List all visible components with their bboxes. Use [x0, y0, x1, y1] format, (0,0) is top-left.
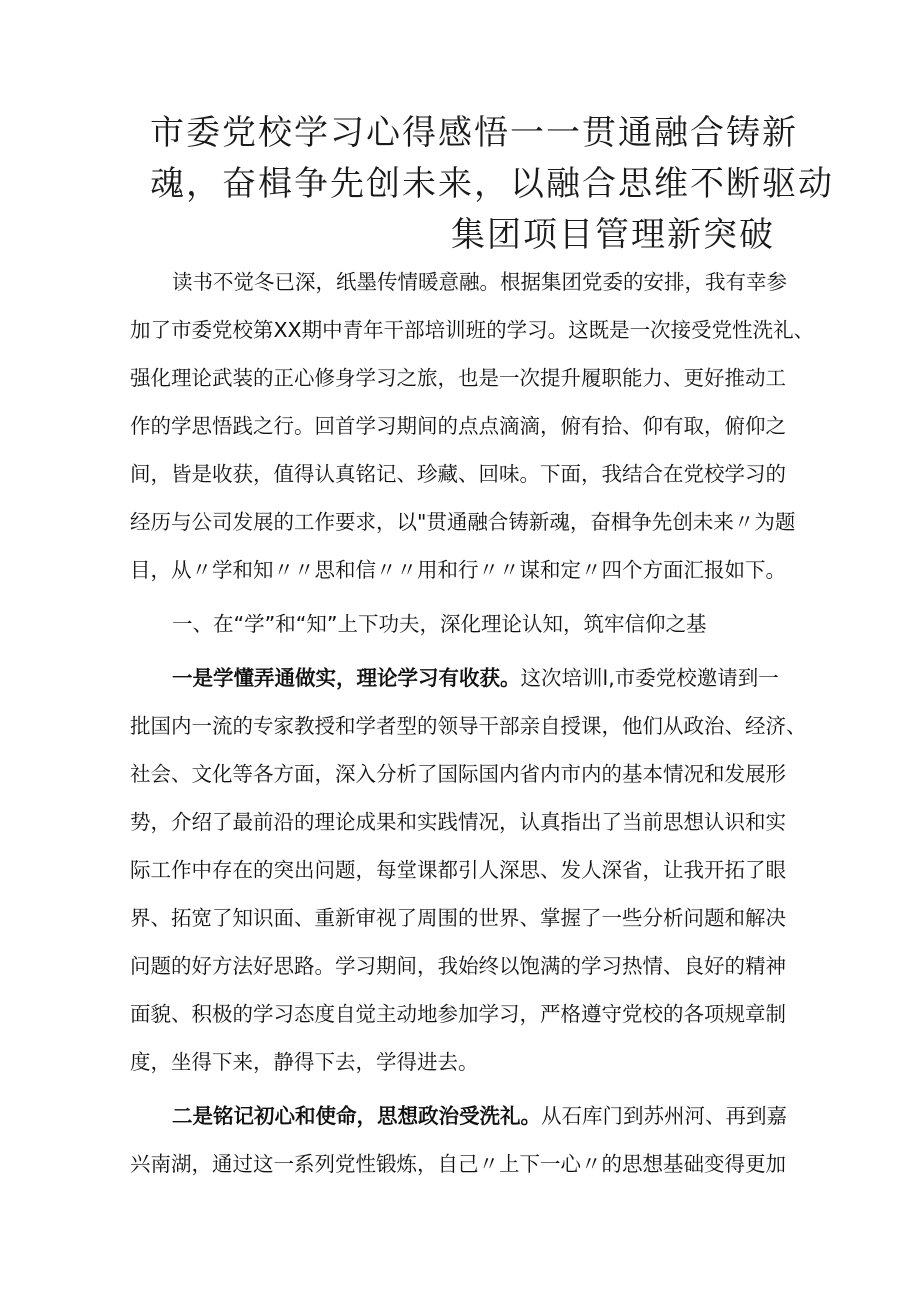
paragraph-2-first-line [130, 1092, 787, 1140]
paragraph-1-line-5: 际工作中存在的突出问题，每堂课都引人深思、发人深省，让我开拓了眼 [130, 858, 786, 882]
intro-line-2: 加了市委党校第XX期中青年干部培训班的学习。这既是一次接受党性洗礼、 [130, 318, 815, 342]
title-line-2: 魂，奋楫争先创未来，以融合思维不断驱动 [150, 164, 834, 204]
intro-line-7: 目，从〃学和知〃〃思和信〃〃用和行〃〃谋和定〃四个方面汇报如下。 [130, 558, 786, 582]
intro-line-3: 强化理论武装的正心修身学习之旅，也是一次提升履职能力、更好推动工 [130, 366, 786, 390]
title-line-1: 市委党校学习心得感悟一一贯通融合铸新 [150, 113, 798, 153]
document-title [150, 108, 834, 261]
paragraph-1-line-4: 势，介绍了最前沿的理论成果和实践情况，认真指出了当前思想认识和实 [130, 810, 786, 834]
intro-line-1: 读书不觉冬已深，纸墨传情暖意融。根据集团党委的安排，我有幸参 [172, 270, 787, 294]
intro-line-4: 作的学思悟践之行。回首学习期间的点点滴滴，俯有拾、仰有取，俯仰之 [130, 414, 786, 438]
paragraph-2 [130, 1092, 787, 1188]
paragraph-1-lead: 一是学懂弄通做实，理论学习有收获。 [172, 666, 521, 690]
paragraph-1-first-line [130, 654, 779, 702]
intro-line-6: 经历与公司发展的工作要求，以"贯通融合铸新魂，奋楫争先创未来〃为题 [130, 510, 796, 534]
paragraph-2-lead: 二是铭记初心和使命，思想政治受洗礼。 [172, 1104, 541, 1128]
paragraph-2-line-2: 兴南湖，通过这一系列党性锻炼，自己〃上下一心〃的思想基础变得更加 [130, 1152, 786, 1176]
document-body [130, 258, 815, 1188]
paragraph-1-line-3: 社会、文化等各方面，深入分析了国际国内省内市内的基本情况和发展形 [130, 762, 786, 786]
title-line-3: 集团项目管理新突破 [451, 215, 775, 255]
intro-paragraph [130, 258, 815, 594]
paragraph-1-first-rest: 这次培训l,市委党校邀请到一 [520, 666, 779, 690]
intro-line-5: 间，皆是收获，值得认真铭记、珍藏、回味。下面，我结合在党校学习的 [130, 462, 786, 486]
paragraph-1-line-2: 批国内一流的专家教授和学者型的领导干部亲自授课，他们从政治、经济、 [130, 714, 807, 738]
section-heading-1: 一、在“学”和“知”上下功夫，深化理论认知，筑牢信仰之基 [172, 612, 707, 636]
paragraph-1-line-6: 界、拓宽了知识面、重新审视了周围的世界、掌握了一些分析问题和解决 [130, 906, 786, 930]
paragraph-1-line-9: 度，坐得下来，静得下去，学得进去。 [130, 1050, 479, 1074]
paragraph-2-first-rest: 从石库门到苏州河、再到嘉 [541, 1104, 787, 1128]
paragraph-1 [130, 654, 807, 1086]
paragraph-1-line-8: 面貌、积极的学习态度自觉主动地参加学习，严格遵守党校的各项规章制 [130, 1002, 786, 1026]
paragraph-1-line-7: 问题的好方法好思路。学习期间，我始终以饱满的学习热情、良好的精神 [130, 954, 786, 978]
